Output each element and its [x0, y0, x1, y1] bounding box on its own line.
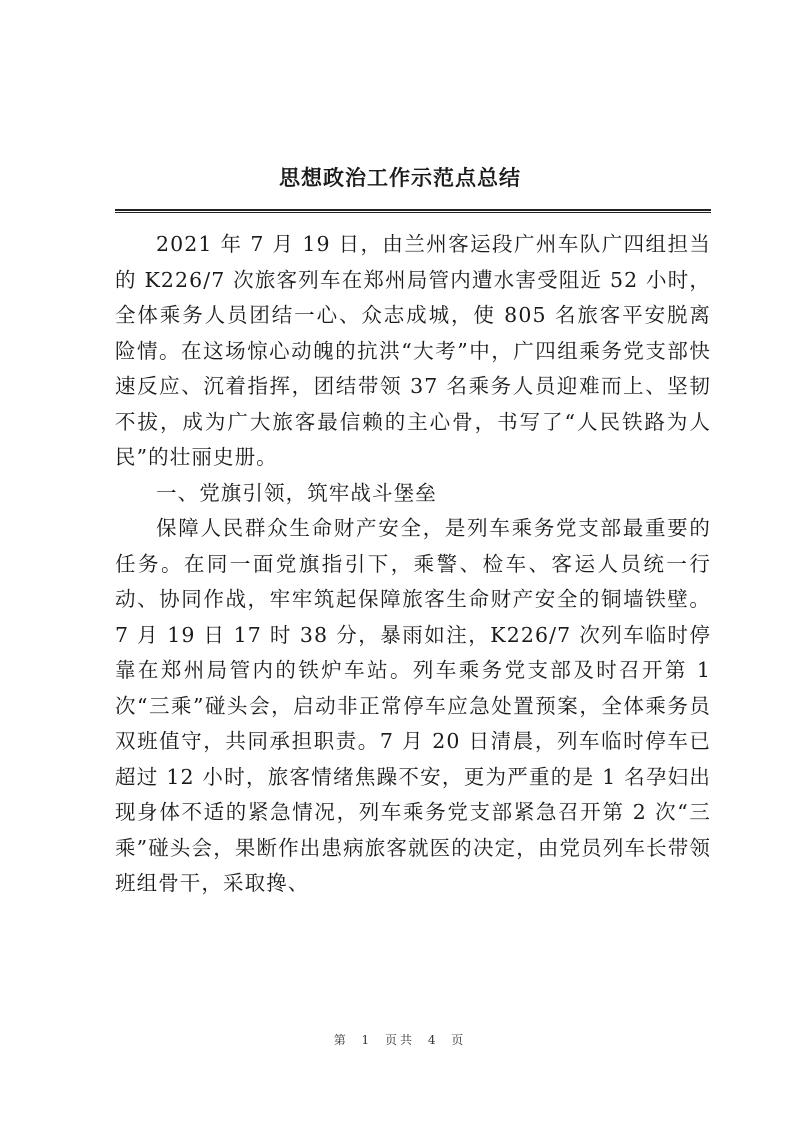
document-title: 思想政治工作示范点总结 — [279, 166, 521, 190]
title-divider — [115, 209, 711, 213]
paragraph-intro: 2021 年 7 月 19 日，由兰州客运段广州车队广四组担当的 K226/7 次旅客列车在郑州局管内遭水害受阻近 52 小时，全体乘务人员团结一心、众志成城，使 805 名旅客平安脱离险情。在这场惊心动魄的抗洪“大考”中，广四组乘务党支部快速反应、沉着指挥，团结带领 37 名乘务人员迎难而上、坚韧不拔，成为广大旅客最信赖的主心骨，书写了“人民铁路为人民”的壮丽史册。 — [115, 232, 711, 469]
page-number-footer: 第 1 页共 4 页 — [333, 1033, 467, 1047]
document-body — [115, 227, 711, 902]
paragraph-section-one: 保障人民群众生命财产安全，是列车乘务党支部最重要的任务。在同一面党旗指引下，乘警、检车、客运人员统一行动、协同作战，牢牢筑起保障旅客生命财产安全的铜墙铁壁。7 月 19 日 17 时 38 分，暴雨如注，K226/7 次列车临时停靠在郑州局管内的铁炉车站。列车乘务党支部及时召开第 1 次“三乘”碰头会，启动非正常停车应急处置预案，全体乘务员双班值守，共同承担职责。7 月 20 日清晨，列车临时停车已超过 12 小时，旅客情绪焦躁不安，更为严重的是 1 名孕妇出现身体不适的紧急情况，列车乘务党支部紧急召开第 2 次“三乘”碰头会，果断作出患病旅客就医的决定，由党员列车长带领班组骨干，采取搀、 — [115, 516, 711, 895]
section-heading: 一、党旗引领，筑牢战斗堡垒 — [156, 480, 437, 505]
